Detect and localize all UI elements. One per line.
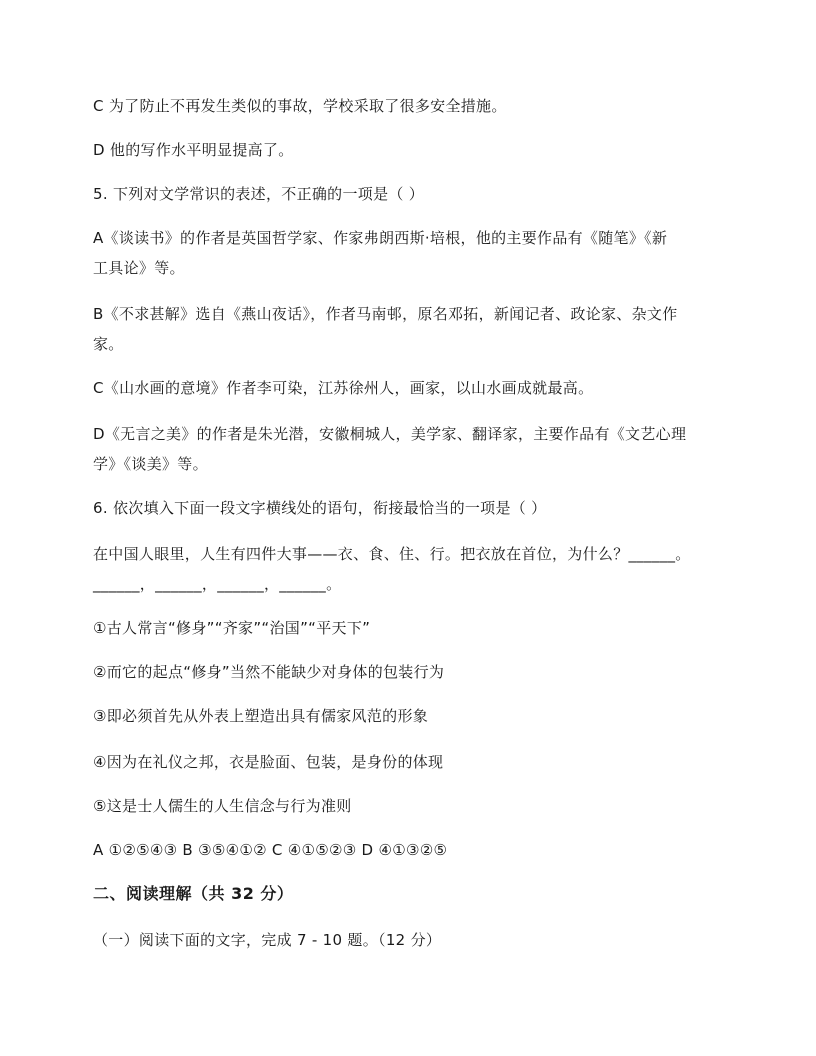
option-d-q4: D 他的写作水平明显提高了。 xyxy=(93,141,294,159)
option-c-q5: C《山水画的意境》作者李可染，江苏徐州人，画家，以山水画成就最高。 xyxy=(93,379,594,397)
option-b-q5-line-1: B《不求甚解》选自《燕山夜话》，作者马南邨，原名邓拓，新闻记者、政论家、杂文作 xyxy=(93,305,678,323)
option-a-q5-line-2: 工具论》等。 xyxy=(93,259,185,277)
sentence-1: ①古人常言“修身”“齐家”“治国”“平天下” xyxy=(93,619,371,637)
passage-q6-line-1: 在中国人眼里，人生有四件大事——衣、食、住、行。把衣放在首位，为什么？______。 xyxy=(93,545,691,563)
section-heading-reading: 二、阅读理解（共 32 分） xyxy=(93,884,294,903)
question-5: 5. 下列对文学常识的表述，不正确的一项是（ ） xyxy=(93,185,425,203)
option-d-q5-line-2: 学》《谈美》等。 xyxy=(93,455,208,473)
sentence-3: ③即必须首先从外表上塑造出具有儒家风范的形象 xyxy=(93,707,429,725)
sentence-4: ④因为在礼仪之邦，衣是脸面、包装，是身份的体现 xyxy=(93,753,444,771)
option-a-q5-line-1: A《谈读书》的作者是英国哲学家、作家弗朗西斯·培根，他的主要作品有《随笔》《新 xyxy=(93,229,668,247)
option-b-q5-line-2: 家。 xyxy=(93,335,124,353)
sentence-2: ②而它的起点“修身”当然不能缺少对身体的包装行为 xyxy=(93,663,445,681)
options-q6: A ①②⑤④③ B ③⑤④①② C ④①⑤②③ D ④①③②⑤ xyxy=(93,841,448,859)
option-c-q4: C 为了防止不再发生类似的事故，学校采取了很多安全措施。 xyxy=(93,97,507,115)
sentence-5: ⑤这是士人儒生的人生信念与行为准则 xyxy=(93,797,352,815)
subsection-instruction: （一）阅读下面的文字，完成 7 - 10 题。（12 分） xyxy=(93,931,442,949)
passage-q6-line-2: ______，______，______，______。 xyxy=(93,575,342,593)
question-6: 6. 依次填入下面一段文字横线处的语句，衔接最恰当的一项是（ ） xyxy=(93,499,547,517)
option-d-q5-line-1: D《无言之美》的作者是朱光潜，安徽桐城人，美学家、翻译家，主要作品有《文艺心理 xyxy=(93,425,687,443)
